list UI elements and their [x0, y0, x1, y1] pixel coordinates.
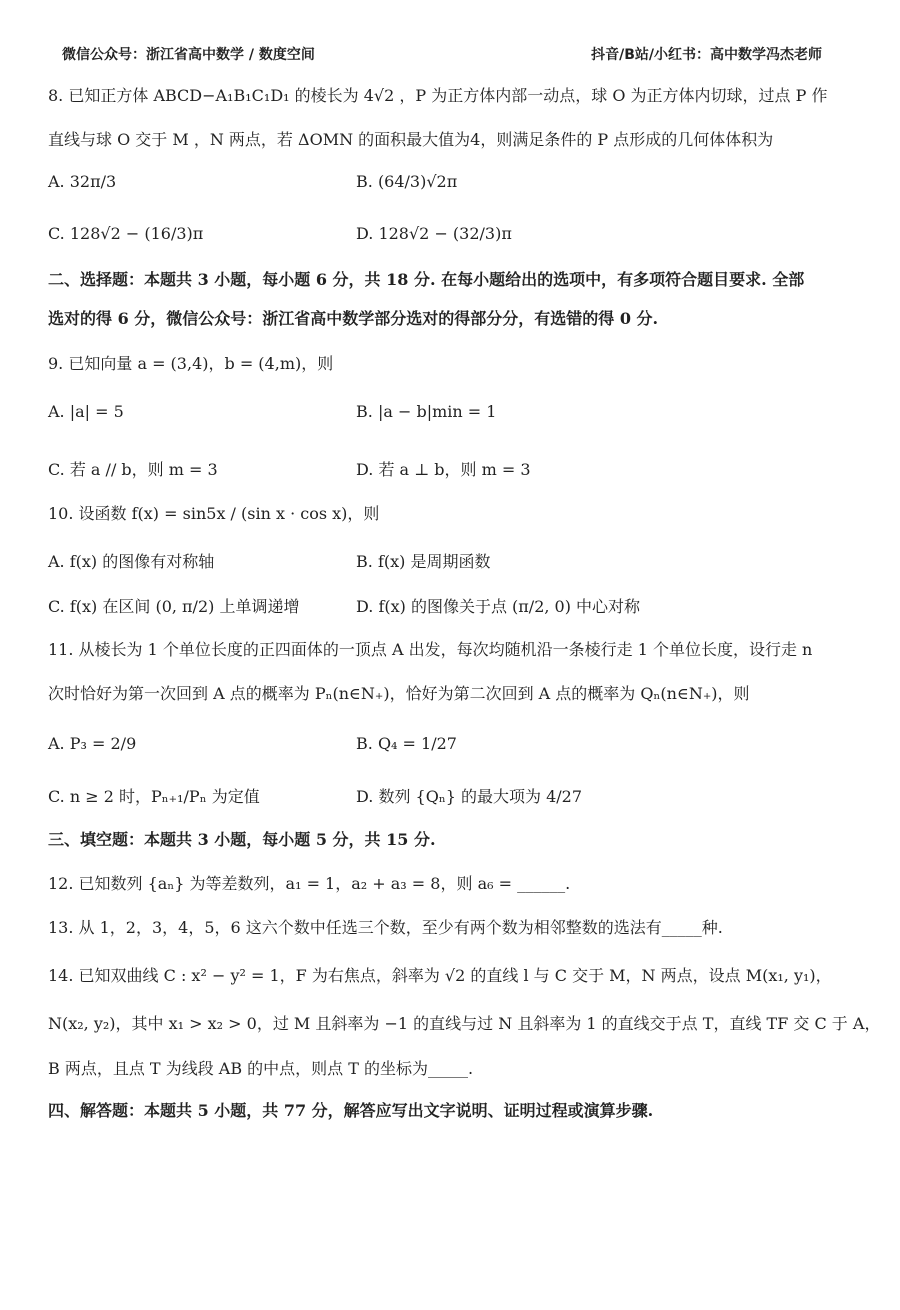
q11-c-text: n ≥ 2 时，Pₙ₊₁/Pₙ 为定值 [69, 787, 260, 806]
q8-b-text: (64/3)√2π [377, 172, 458, 191]
header-left: 微信公众号：浙江省高中数学 / 数度空间 [62, 47, 315, 63]
q9-option-b: B. |a − b|min = 1 [356, 402, 497, 421]
q9-b-text: |a − b|min = 1 [377, 402, 497, 421]
q11-line2: 次时恰好为第一次回到 A 点的概率为 Pₙ(n∈N₊)，恰好为第二次回到 A 点的概率为 Qₙ(n∈N₊)，则 [48, 684, 750, 703]
q11-option-c: C. n ≥ 2 时，Pₙ₊₁/Pₙ 为定值 [48, 787, 260, 806]
q9-option-d: D. 若 a ⊥ b，则 m = 3 [356, 460, 531, 479]
q8-line2: 直线与球 O 交于 M ，N 两点，若 ΔOMN 的面积最大值为4，则满足条件的 P 点形成的几何体体积为 [48, 130, 774, 149]
q13-text: 13. 从 1，2，3，4，5，6 这六个数中任选三个数，至少有两个数为相邻整数的选法有_____种. [48, 918, 723, 937]
q11-option-d: D. 数列 {Qₙ} 的最大项为 4/27 [356, 787, 583, 806]
q8-option-d: D. 128√2 − (32/3)π [356, 224, 512, 243]
q11-b-text: Q₄ = 1/27 [377, 734, 457, 753]
q10-option-a: A. f(x) 的图像有对称轴 [48, 552, 215, 571]
q14-line3: B 两点，且点 T 为线段 AB 的中点，则点 T 的坐标为_____. [48, 1059, 474, 1078]
q11-a-text: P₃ = 2/9 [69, 734, 137, 753]
q8-option-c: C. 128√2 − (16/3)π [48, 224, 204, 243]
q11-option-b: B. Q₄ = 1/27 [356, 734, 457, 753]
q9-d-text: 若 a ⊥ b，则 m = 3 [378, 460, 531, 479]
q8-d-text: 128√2 − (32/3)π [378, 224, 512, 243]
q12-text: 12. 已知数列 {aₙ} 为等差数列，a₁ = 1，a₂ + a₃ = 8，则 a₆ = ______. [48, 874, 571, 893]
q10-stem: 10. 设函数 f(x) = sin5x / (sin x · cos x)，则 [48, 504, 380, 523]
section2-heading-line1: 二、选择题：本题共 3 小题，每小题 6 分，共 18 分. 在每小题给出的选项中，有多项符合题目要求. 全部 [48, 270, 805, 289]
q8-option-a: A. 32π/3 [48, 172, 117, 191]
q10-option-b: B. f(x) 是周期函数 [356, 552, 491, 571]
q11-d-text: 数列 {Qₙ} 的最大项为 4/27 [378, 787, 583, 806]
q10-option-c: C. f(x) 在区间 (0, π/2) 上单调递增 [48, 597, 300, 616]
q14-line1: 14. 已知双曲线 C : x² − y² = 1，F 为右焦点，斜率为 √2 的直线 l 与 C 交于 M，N 两点，设点 M(x₁, y₁)， [48, 966, 832, 985]
section3-heading: 三、填空题：本题共 3 小题，每小题 5 分，共 15 分. [48, 830, 436, 849]
q10-b-text: f(x) 是周期函数 [377, 552, 491, 571]
q8-c-text: 128√2 − (16/3)π [69, 224, 204, 243]
q10-a-text: f(x) 的图像有对称轴 [69, 552, 215, 571]
q10-d-text: f(x) 的图像关于点 (π/2, 0) 中心对称 [378, 597, 641, 616]
q9-c-text: 若 a // b，则 m = 3 [69, 460, 218, 479]
q14-line2: N(x₂, y₂)，其中 x₁ > x₂ > 0，过 M 且斜率为 −1 的直线与过 N 且斜率为 1 的直线交于点 T，直线 TF 交 C 于 A， [48, 1014, 881, 1033]
q11-option-a: A. P₃ = 2/9 [48, 734, 137, 753]
q8-line1: 8. 已知正方体 ABCD−A₁B₁C₁D₁ 的棱长为 4√2 ，P 为正方体内部一动点，球 O 为正方体内切球，过点 P 作 [48, 86, 828, 105]
header-right: 抖音/B站/小红书：高中数学冯杰老师 [591, 47, 822, 63]
q9-option-c: C. 若 a // b，则 m = 3 [48, 460, 218, 479]
q8-a-text: 32π/3 [69, 172, 117, 191]
q9-a-text: |a| = 5 [69, 402, 124, 421]
q11-line1: 11. 从棱长为 1 个单位长度的正四面体的一顶点 A 出发，每次均随机沿一条棱行走 1 个单位长度，设行走 n [48, 640, 813, 659]
q10-option-d: D. f(x) 的图像关于点 (π/2, 0) 中心对称 [356, 597, 641, 616]
section2-heading-line2: 选对的得 6 分，微信公众号：浙江省高中数学部分选对的得部分分，有选错的得 0 分. [48, 309, 659, 328]
q9-option-a: A. |a| = 5 [48, 402, 124, 421]
q8-option-b: B. (64/3)√2π [356, 172, 458, 191]
section4-heading: 四、解答题：本题共 5 小题，共 77 分，解答应写出文字说明、证明过程或演算步骤. [48, 1101, 654, 1120]
q10-c-text: f(x) 在区间 (0, π/2) 上单调递增 [69, 597, 300, 616]
q9-stem: 9. 已知向量 a = (3,4)，b = (4,m)，则 [48, 354, 334, 373]
